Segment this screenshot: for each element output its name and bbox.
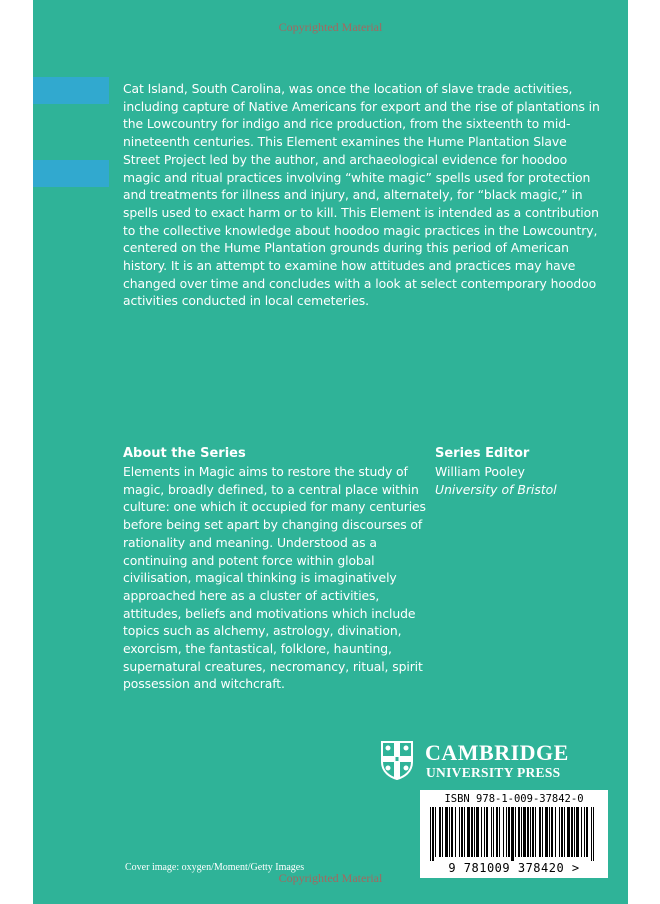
publisher-logo [380,740,610,782]
series-editor-heading: Series Editor [435,446,530,461]
about-series-heading: About the Series [123,446,246,461]
publisher-name: CAMBRIDGE [425,740,569,765]
book-blurb: Cat Island, South Carolina, was once the location of slave trade activities, including capture of Native Americans for export and the rise of plantations in the Lowcountry for indigo and rice production, from the sixteenth to mid-nineteenth centuries. This Element examines the Hume Plantation Slave Street Project led by the author, and archaeological evidence for hoodoo magic and ritual practices involving “white magic” spells used for protection and treatments for illness and injury, and, alternately, for “black magic,” in spells used to exact harm or to kill. This Element is intended as a contribution to the collective knowledge about hoodoo magic practices in the Lowcountry, centered on the Hume Plantation grounds during this period of American history. It is an attempt to examine how attitudes and practices may have changed over time and concludes with a look at select contemporary hoodoo activities conducted in local cemeteries. [123,81,600,309]
publisher-subtitle: UNIVERSITY PRESS [426,765,561,780]
barcode-icon [424,807,604,861]
back-cover [33,0,628,904]
about-series-text: Elements in Magic aims to restore the study of magic, broadly defined, to a central place within culture: one which it occupied for many centuries before being set apart by changing discourses of rationality and meaning. Understood as a continuing and potent force within global civilisation, magical thinking is imaginatively approached here as a cluster of activities, attitudes, beliefs and motivations which include topics such as alchemy, astrology, divination, exorcism, the fantastical, folklore, haunting, supernatural creatures, necromancy, ritual, spirit possession and witchcraft. [123,464,426,692]
barcode-digits: 9 781009 378420 > [448,861,580,875]
watermark-bottom: Copyrighted Material [278,871,383,885]
series-editor-affiliation: University of Bristol [435,482,557,497]
cover-image-credit: Cover image: oxygen/Moment/Getty Images [125,862,305,873]
cambridge-crest-icon [380,740,414,780]
watermark-top: Copyrighted Material [278,20,383,34]
series-editor-name: William Pooley [435,464,525,479]
isbn-label: ISBN 978-1-009-37842-0 [444,793,584,805]
accent-bar-top [33,77,109,104]
accent-bar-bottom [33,160,109,187]
barcode-panel [420,790,608,878]
